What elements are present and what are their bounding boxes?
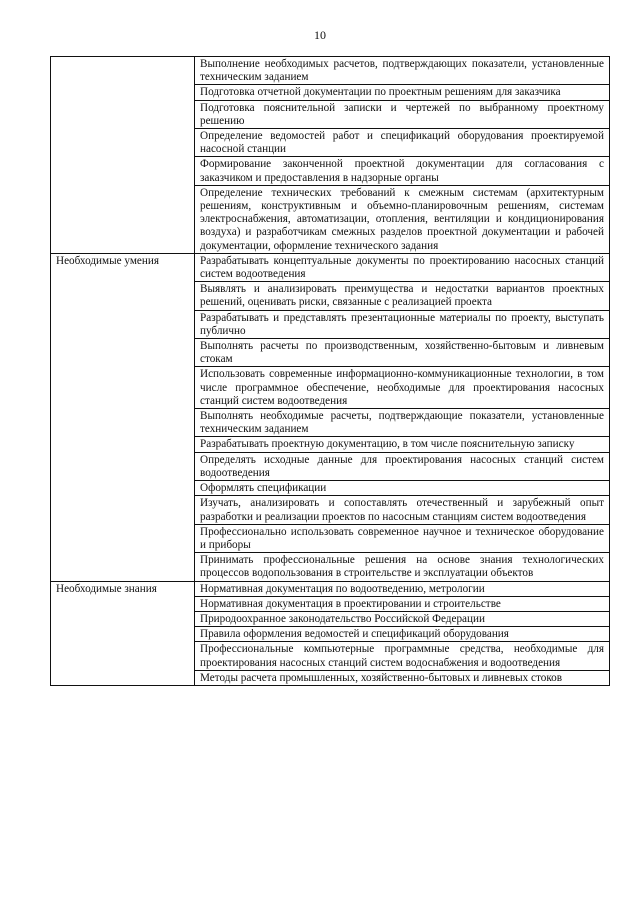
- section-label: Необходимые знания: [51, 581, 195, 685]
- requirement-item: Определение технических требований к смежным системам (архитектурным решениям, конструктивным и объемно-планировочным решениям, системам электроснабжения, автоматизации, отопления, вентиляции и кондиционирования воздуха) и разработчикам смежных разделов проектной документации и рабочей документации, оформление технического задания: [195, 185, 610, 253]
- requirement-item: Определять исходные данные для проектирования насосных станций систем водоотведения: [195, 452, 610, 480]
- requirement-item: Оформлять спецификации: [195, 481, 610, 496]
- requirement-item: Разрабатывать проектную документацию, в том числе пояснительную записку: [195, 437, 610, 452]
- requirement-item: Изучать, анализировать и сопоставлять отечественный и зарубежный опыт разработки и реализации проектов по насосным станциям систем водоотведения: [195, 496, 610, 524]
- table-row: [51, 253, 610, 281]
- requirements-table-body: [51, 57, 610, 686]
- table-row: [51, 581, 610, 596]
- requirement-item: Природоохранное законодательство Российской Федерации: [195, 611, 610, 626]
- requirement-item: Разрабатывать концептуальные документы по проектированию насосных станций систем водоотведения: [195, 253, 610, 281]
- requirement-item: Принимать профессиональные решения на основе знания технологических процессов водопользования в строительстве и эксплуатации объектов: [195, 553, 610, 581]
- requirement-item: Выявлять и анализировать преимущества и недостатки вариантов проектных решений, оценивать риски, связанные с реализацией проекта: [195, 282, 610, 310]
- section-label: Необходимые умения: [51, 253, 195, 581]
- requirement-item: Использовать современные информационно-коммуникационные технологии, в том числе программное обеспечение, необходимые для проектирования насосных станций систем водоотведения: [195, 367, 610, 409]
- requirement-item: Методы расчета промышленных, хозяйственно-бытовых и ливневых стоков: [195, 670, 610, 685]
- requirement-item: Выполнение необходимых расчетов, подтверждающих показатели, установленные техническим заданием: [195, 57, 610, 85]
- requirement-item: Определение ведомостей работ и спецификаций оборудования проектируемой насосной станции: [195, 129, 610, 157]
- requirement-item: Правила оформления ведомостей и спецификаций оборудования: [195, 627, 610, 642]
- page-number: 10: [314, 28, 326, 42]
- requirements-table: [50, 56, 610, 686]
- requirement-item: Разрабатывать и представлять презентационные материалы по проекту, выступать публично: [195, 310, 610, 338]
- requirement-item: Нормативная документация в проектировании и строительстве: [195, 596, 610, 611]
- requirement-item: Подготовка отчетной документации по проектным решениям для заказчика: [195, 85, 610, 100]
- requirement-item: Выполнять расчеты по производственным, хозяйственно-бытовым и ливневым стокам: [195, 339, 610, 367]
- requirement-item: Профессиональные компьютерные программные средства, необходимые для проектирования насосных станций систем водоснабжения и водоотведения: [195, 642, 610, 670]
- section-label: [51, 57, 195, 254]
- requirement-item: Выполнять необходимые расчеты, подтверждающие показатели, установленные техническим заданием: [195, 409, 610, 437]
- requirement-item: Профессионально использовать современное научное и техническое оборудование и приборы: [195, 524, 610, 552]
- requirement-item: Подготовка пояснительной записки и чертежей по выбранному проектному решению: [195, 100, 610, 128]
- table-row: [51, 57, 610, 85]
- requirement-item: Формирование законченной проектной документации для согласования с заказчиком и предоставления в надзорные органы: [195, 157, 610, 185]
- requirement-item: Нормативная документация по водоотведению, метрологии: [195, 581, 610, 596]
